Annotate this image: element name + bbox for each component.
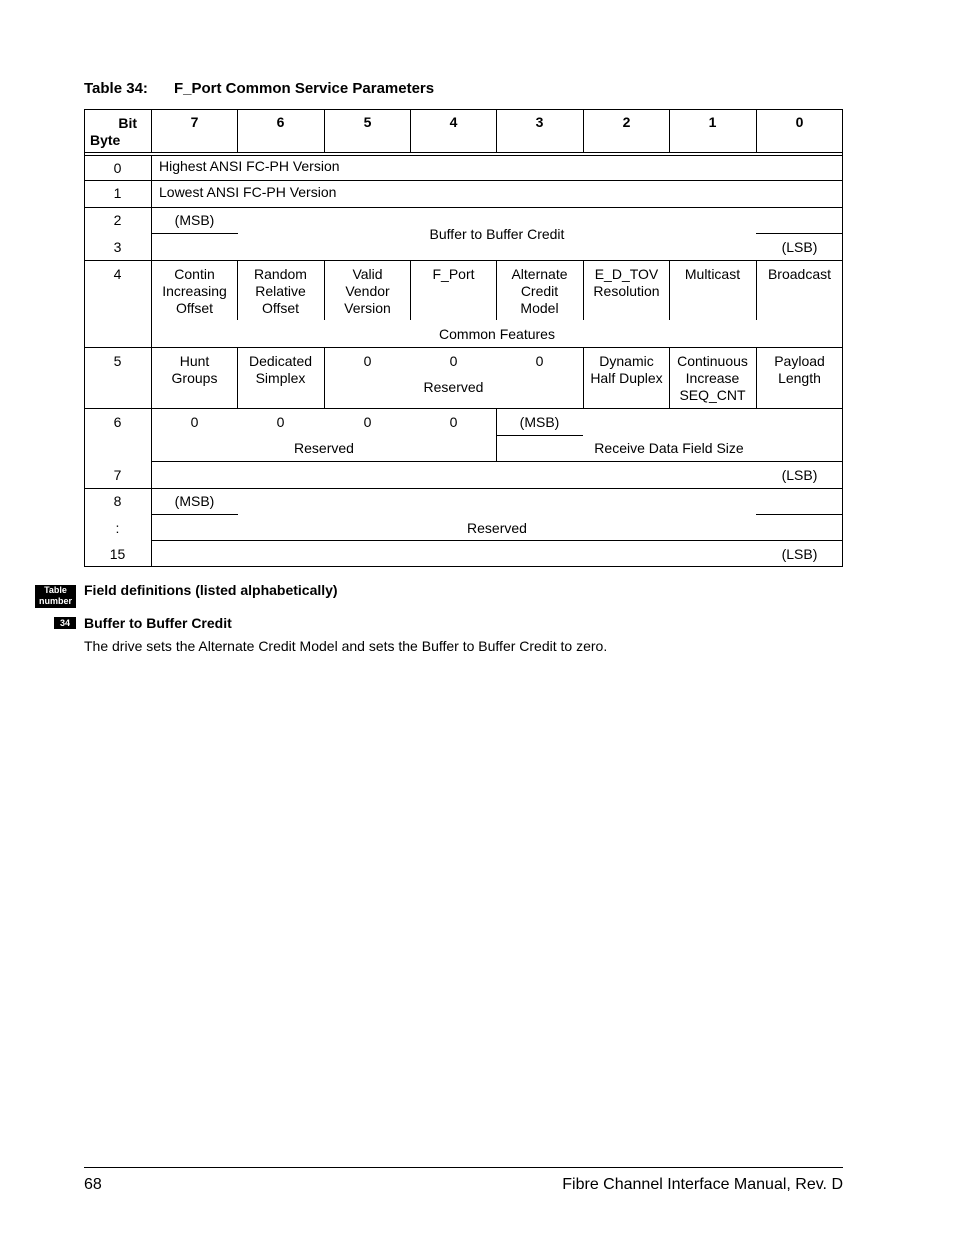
buffer-to-buffer-credit-text: The drive sets the Alternate Credit Model and sets the Buffer to Buffer Credit to zero. (84, 638, 608, 654)
broadcast-cell: Broadcast (767, 266, 832, 282)
bit-5-header: 5 (363, 114, 372, 130)
table-number-badge: Table number (35, 585, 76, 608)
row5-bit4-zero: 0 (449, 353, 458, 369)
highest-version-field: Highest ANSI FC-PH Version (159, 158, 340, 174)
bit-1-header: 1 (708, 114, 717, 130)
reserved-8-15-lsb: (LSB) (781, 546, 818, 562)
byte-8: 8 (113, 493, 122, 509)
random-relative-offset-cell: Random Relative Offset (254, 266, 307, 316)
byte-0: 0 (113, 160, 122, 176)
hunt-groups-cell: Hunt Groups (171, 353, 218, 386)
valid-vendor-version-cell: Valid Vendor Version (344, 266, 391, 316)
field-definitions-heading: Field definitions (listed alphabetically) (84, 582, 338, 598)
byte-range-colon: : (115, 520, 120, 536)
byte-6: 6 (113, 414, 122, 430)
payload-length-cell: Payload Length (774, 353, 825, 386)
page-number: 68 (84, 1176, 102, 1193)
common-features-label: Common Features (439, 326, 555, 342)
footer-rule (84, 1167, 843, 1168)
byte-7: 7 (113, 467, 122, 483)
byte-3: 3 (113, 239, 122, 255)
row5-reserved: Reserved (423, 379, 484, 395)
byte-2: 2 (113, 212, 122, 228)
row5-bit3-zero: 0 (535, 353, 544, 369)
receive-size-msb: (MSB) (519, 414, 560, 430)
bit-7-header: 7 (190, 114, 199, 130)
bit-6-header: 6 (276, 114, 285, 130)
bb-credit-field: Buffer to Buffer Credit (429, 226, 565, 242)
table-title (84, 80, 434, 97)
bb-credit-lsb: (LSB) (781, 239, 818, 255)
row6-bit6-zero: 0 (276, 414, 285, 430)
receive-data-field-size: Receive Data Field Size (594, 440, 744, 456)
document-title: Fibre Channel Interface Manual, Rev. D (562, 1176, 843, 1193)
byte-5: 5 (113, 353, 122, 369)
buffer-to-buffer-credit-heading: Buffer to Buffer Credit (84, 615, 232, 631)
receive-size-lsb: (LSB) (781, 467, 818, 483)
table-number-34-badge: 34 (54, 617, 76, 629)
reserved-8-15-msb: (MSB) (174, 493, 215, 509)
bit-2-header: 2 (622, 114, 631, 130)
continuous-increase-cell: Continuous Increase SEQ_CNT (677, 353, 748, 403)
row6-reserved: Reserved (294, 440, 354, 456)
lowest-version-field: Lowest ANSI FC-PH Version (159, 184, 337, 200)
bit-4-header: 4 (449, 114, 458, 130)
row6-bit7-zero: 0 (190, 414, 199, 430)
byte-1: 1 (113, 185, 122, 201)
byte-4: 4 (113, 266, 122, 282)
bit-3-header: 3 (535, 114, 544, 130)
table-name: F_Port Common Service Parameters (174, 80, 435, 97)
table-number: Table 34: (84, 80, 148, 97)
contin-increasing-offset-cell: Contin Increasing Offset (162, 266, 227, 316)
e-d-tov-resolution-cell: E_D_TOV Resolution (593, 266, 660, 299)
byte-15: 15 (109, 546, 126, 562)
dynamic-half-duplex-cell: Dynamic Half Duplex (590, 353, 663, 386)
multicast-cell: Multicast (684, 266, 741, 282)
row6-bit5-zero: 0 (363, 414, 372, 430)
byte-label: Byte (90, 132, 121, 148)
alternate-credit-model-cell: Alternate Credit Model (511, 266, 568, 316)
bb-credit-msb: (MSB) (174, 212, 215, 228)
parameters-table (84, 109, 843, 567)
bit-label: Bit (118, 115, 137, 131)
reserved-8-15-field: Reserved (467, 520, 527, 536)
dedicated-simplex-cell: Dedicated Simplex (248, 353, 313, 386)
row6-bit4-zero: 0 (449, 414, 458, 430)
row5-bit5-zero: 0 (363, 353, 372, 369)
bit-0-header: 0 (795, 114, 804, 130)
f-port-cell: F_Port (432, 266, 475, 282)
